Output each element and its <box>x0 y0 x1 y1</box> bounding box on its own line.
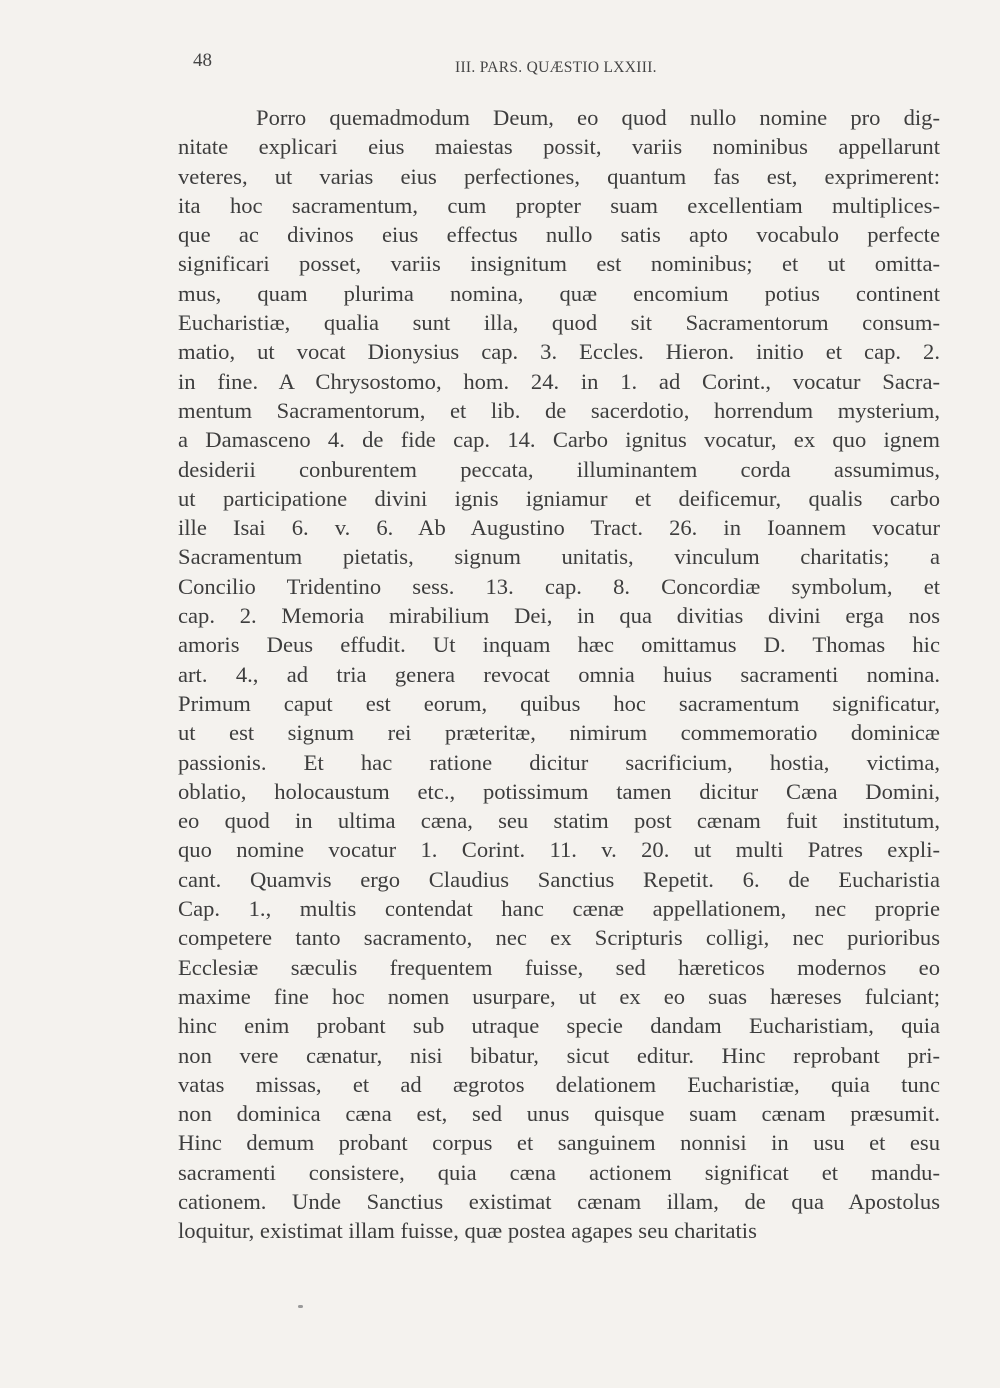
text-line: Cap. 1., multis contendat hanc cænæ appellationem, nec proprie <box>178 896 940 922</box>
text-line: Hinc demum probant corpus et sanguinem nonnisi in usu et esu <box>178 1130 940 1156</box>
text-line: Primum caput est eorum, quibus hoc sacramentum significatur, <box>178 690 940 716</box>
text-line: non dominica cæna est, sed unus quisque suam cænam præsumit. <box>178 1101 940 1127</box>
text-line: cant. Quamvis ergo Claudius Sanctius Repetit. 6. de Eucharistia <box>178 866 940 892</box>
text-line: Porro quemadmodum Deum, eo quod nullo nomine pro dig- <box>256 105 940 130</box>
text-line: matio, ut vocat Dionysius cap. 3. Eccles. Hieron. initio et cap. 2. <box>178 339 940 365</box>
text-line: Concilio Tridentino sess. 13. cap. 8. Concordiæ symbolum, et <box>178 573 940 599</box>
text-line: in fine. A Chrysostomo, hom. 24. in 1. ad Corint., vocatur Sacra- <box>178 368 940 394</box>
text-line: Eucharistiæ, qualia sunt illa, quod sit Sacramentorum consum- <box>178 310 940 336</box>
ink-speck <box>298 1305 303 1308</box>
text-line: maxime fine hoc nomen usurpare, ut ex eo suas hæreses fulciant; <box>178 983 940 1009</box>
text-line: loquitur, existimat illam fuisse, quæ postea agapes seu charitatis <box>178 1218 757 1244</box>
text-line: passionis. Et hac ratione dicitur sacrificium, hostia, victima, <box>178 749 940 775</box>
text-line: ut participatione divini ignis igniamur et deificemur, qualis carbo <box>178 485 940 511</box>
text-line: ut est signum rei præteritæ, nimirum commemoratio dominicæ <box>178 720 940 746</box>
text-line: que ac divinos eius effectus nullo satis apto vocabulo perfecte <box>178 222 940 248</box>
text-line: desiderii conburentem peccata, illuminantem corda assumimus, <box>178 456 940 482</box>
text-line: veteres, ut varias eius perfectiones, quantum fas est, exprimerent: <box>178 163 940 189</box>
body-text <box>178 103 940 1246</box>
text-line: Sacramentum pietatis, signum unitatis, vinculum charitatis; a <box>178 544 940 570</box>
text-line: non vere cænatur, nisi bibatur, sicut editur. Hinc reprobant pri- <box>178 1042 940 1068</box>
text-line: ille Isai 6. v. 6. Ab Augustino Tract. 26. in Ioannem vocatur <box>178 515 940 541</box>
page-number: 48 <box>193 50 212 71</box>
text-line: nitate explicari eius maiestas possit, variis nominibus appellarunt <box>178 134 940 160</box>
text-line: Ecclesiæ sæculis frequentem fuisse, sed hæreticos modernos eo <box>178 954 940 980</box>
text-line: eo quod in ultima cæna, seu statim post cænam fuit institutum, <box>178 808 940 834</box>
text-line: significari posset, variis insignitum est nominibus; et ut omitta- <box>178 251 940 277</box>
text-line: cationem. Unde Sanctius existimat cænam illam, de qua Apostolus <box>178 1188 940 1214</box>
text-line: amoris Deus effudit. Ut inquam hæc omittamus D. Thomas hic <box>178 632 940 658</box>
running-head: III. PARS. QUÆSTIO LXXIII. <box>455 59 657 76</box>
text-line: art. 4., ad tria genera revocat omnia huius sacramenti nomina. <box>178 661 940 687</box>
text-line: vatas missas, et ad ægrotos delationem Eucharistiæ, quia tunc <box>178 1071 940 1097</box>
text-line: a Damasceno 4. de fide cap. 14. Carbo ignitus vocatur, ex quo ignem <box>178 427 940 453</box>
text-line: hinc enim probant sub utraque specie dandam Eucharistiam, quia <box>178 1013 940 1039</box>
text-line: cap. 2. Memoria mirabilium Dei, in qua divitias divini erga nos <box>178 603 940 629</box>
text-line: ita hoc sacramentum, cum propter suam excellentiam multiplices- <box>178 192 940 218</box>
text-line: sacramenti consistere, quia cæna actionem significat et mandu- <box>178 1159 940 1185</box>
text-line: oblatio, holocaustum etc., potissimum tamen dicitur Cæna Domini, <box>178 778 940 804</box>
text-line: quo nomine vocatur 1. Corint. 11. v. 20. ut multi Patres expli- <box>178 837 940 863</box>
text-line: mentum Sacramentorum, et lib. de sacerdotio, horrendum mysterium, <box>178 397 940 423</box>
text-line: mus, quam plurima nomina, quæ encomium potius continent <box>178 280 940 306</box>
text-line: competere tanto sacramento, nec ex Scripturis colligi, nec purioribus <box>178 925 940 951</box>
